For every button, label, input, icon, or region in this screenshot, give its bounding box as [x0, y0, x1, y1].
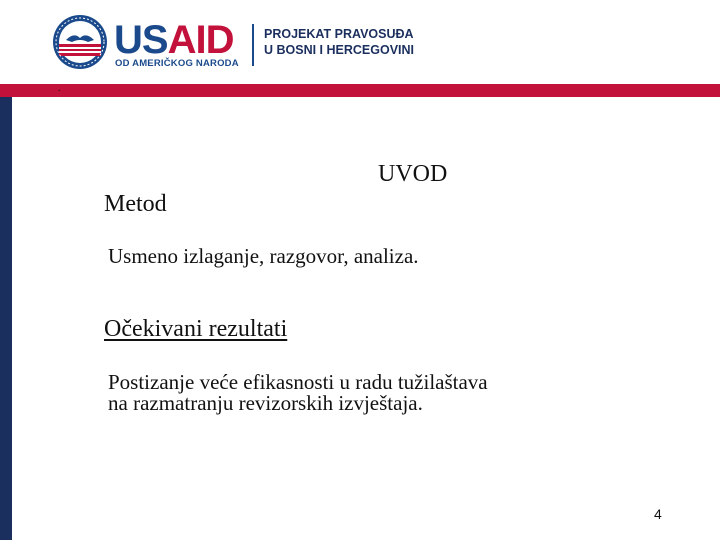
project-name: [264, 26, 414, 58]
header-red-bar: [0, 84, 720, 97]
wordmark-us: US: [114, 18, 168, 62]
slide-title: UVOD: [378, 161, 448, 187]
wordmark-aid: AID: [167, 18, 234, 62]
logo-divider: [252, 24, 254, 66]
method-heading: Metod: [104, 191, 167, 217]
project-name-line-2: U BOSNI I HERCEGOVINI: [264, 43, 415, 57]
usaid-wordmark: [114, 20, 233, 60]
project-name-line-1: PROJEKAT PRAVOSUĐA: [264, 27, 414, 41]
left-accent-bar: [0, 97, 12, 540]
stray-dot: .: [58, 83, 61, 94]
usaid-tagline: OD AMERIČKOG NARODA: [115, 58, 239, 69]
method-text: Usmeno izlaganje, razgovor, analiza.: [108, 244, 419, 268]
expected-results-heading: Očekivani rezultati: [104, 316, 288, 342]
page-number: 4: [654, 506, 662, 522]
header: [0, 0, 720, 84]
usaid-seal-logo: [52, 14, 108, 70]
expected-results-text: Postizanje veće efikasnosti u radu tužilaštava na razmatranju revizorskih izvještaja.: [108, 370, 488, 415]
